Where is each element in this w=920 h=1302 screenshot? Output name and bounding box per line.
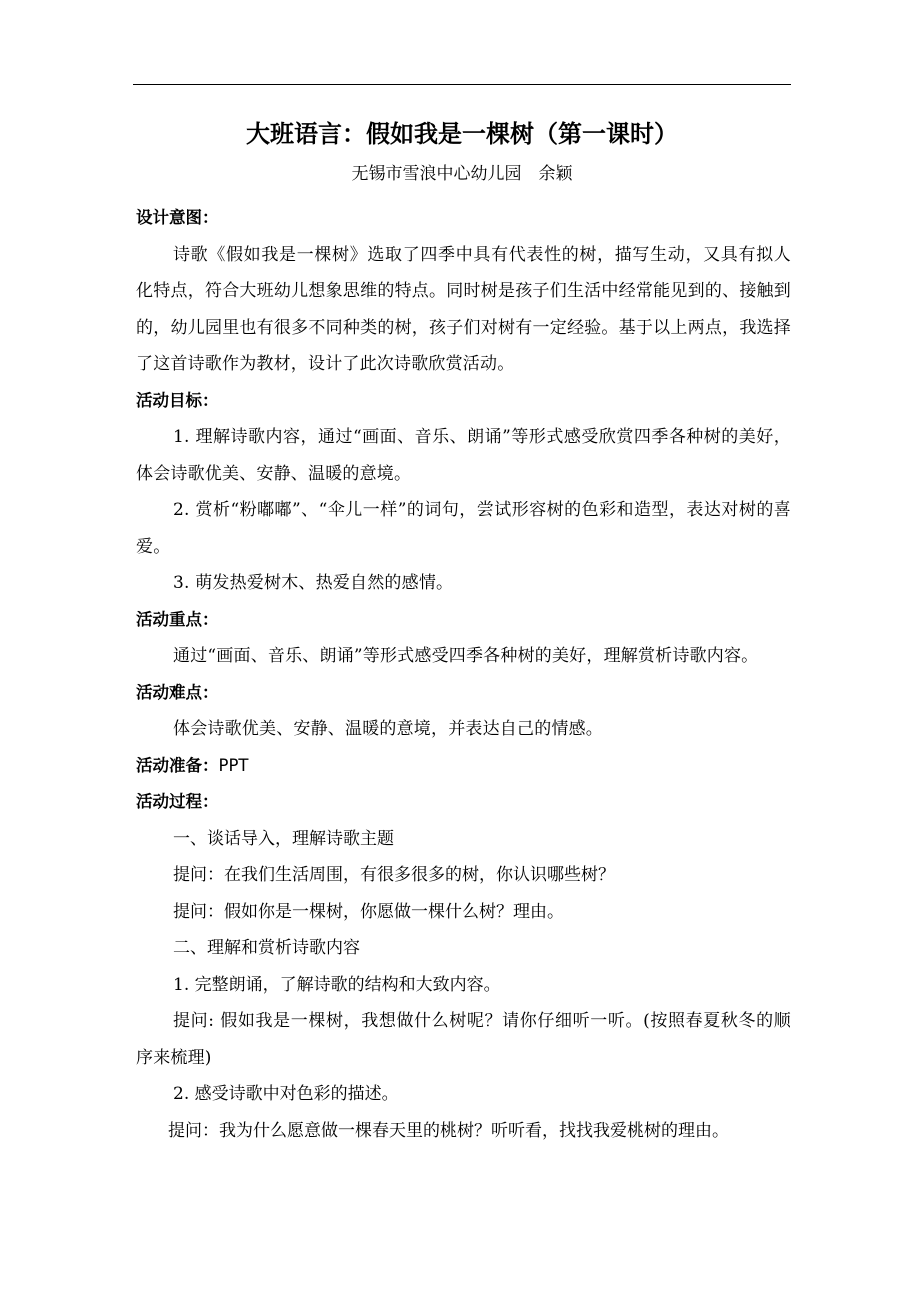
process-line: 提问：在我们生活周围，有很多很多的树，你认识哪些树？	[173, 865, 615, 885]
section-heading-preparation: 活动准备：	[136, 755, 219, 775]
document-body	[136, 200, 791, 1149]
goal-item: 1. 理解诗歌内容，通过“画面、音乐、朗诵”等形式感受欣赏四季各种树的美好，体会诗歌优美、安静、温暖的意境。	[136, 427, 791, 484]
section-heading-difficulties: 活动难点：	[136, 682, 219, 702]
difficulties-paragraph: 体会诗歌优美、安静、温暖的意境，并表达自己的情感。	[173, 719, 603, 739]
process-line: 提问：假如你是一棵树，你愿做一棵什么树？理由。	[173, 901, 564, 922]
section-heading-goals: 活动目标：	[136, 390, 219, 410]
process-line: 二、理解和赏析诗歌内容	[173, 938, 360, 958]
section-heading-key-points: 活动重点：	[136, 609, 219, 629]
preparation-line	[136, 748, 791, 785]
section-heading-process: 活动过程：	[136, 792, 219, 811]
author-line: 无锡市雪浪中心幼儿园 余颖	[351, 164, 573, 184]
process-line: 2. 感受诗歌中对色彩的描述。	[173, 1084, 399, 1104]
process-line: 提问: 假如我是一棵树，我想做什么树呢？请你仔细听一听。(按照春夏秋冬的顺序来梳理)	[136, 1011, 791, 1068]
header-rule	[133, 84, 791, 85]
key-points-paragraph: 通过“画面、音乐、朗诵”等形式感受四季各种树的美好，理解赏析诗歌内容。	[173, 646, 759, 666]
process-line: 一、谈话导入，理解诗歌主题	[173, 828, 394, 849]
goal-item: 3. 萌发热爱树木、热爱自然的感情。	[173, 573, 454, 593]
preparation-value: PPT	[218, 755, 249, 775]
process-line: 提问：我为什么愿意做一棵春天里的桃树？听听看，找找我爱桃树的理由。	[168, 1120, 729, 1141]
process-line: 1. 完整朗诵，了解诗歌的结构和大致内容。	[173, 974, 501, 995]
goal-item: 2. 赏析“粉嘟嘟”、“伞儿一样”的词句，尝试形容树的色彩和造型，表达对树的喜爱。	[136, 500, 791, 557]
design-paragraph: 诗歌《假如我是一棵树》选取了四季中具有代表性的树，描写生动，又具有拟人化特点，符合大班幼儿想象思维的特点。同时树是孩子们生活中经常能见到的、接触到的，幼儿园里也有很多不同种类的树，孩子们对树有一定经验。基于以上两点，我选择了这首诗歌作为教材，设计了此次诗歌欣赏活动。	[136, 244, 791, 374]
document-title: 大班语言：假如我是一棵树（第一课时）	[246, 120, 678, 148]
section-heading-design: 设计意图：	[136, 208, 219, 227]
